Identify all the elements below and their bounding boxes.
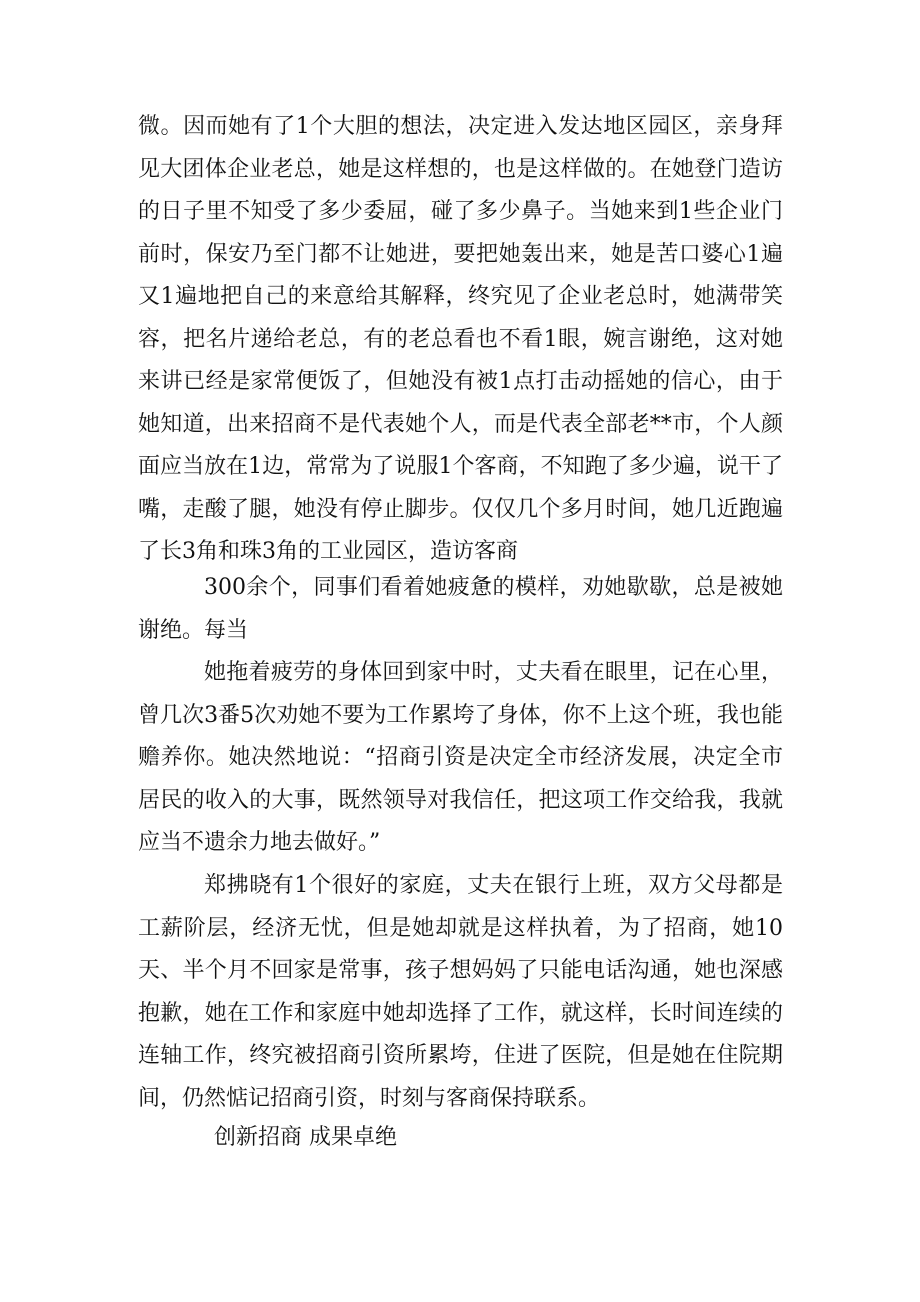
section-heading: 创新招商 成果卓绝 [214, 1125, 397, 1150]
paragraph-1: 微。因而她有了1个大胆的想法，决定进入发达地区园区，亲身拜见大团体企业老总，她是这样想的，也是这样做的。在她登门造访的日子里不知受了多少委屈，碰了多少鼻子。当她来到1些企业门前时，保安乃至门都不让她进，要把她轰出来，她是苦口婆心1遍又1遍地把自己的来意给其解释，终究见了企业老总时，她满带笑容，把名片递给老总，有的老总看也不看1眼，婉言谢绝，这对她来讲已经是家常便饭了，但她没有被1点打击动摇她的信心，由于她知道，出来招商不是代表她个人，而是代表全部老**市，个人颜面应当放在1边，常常为了说服1个客商，不知跑了多少遍，说干了嘴，走酸了腿，她没有停止脚步。仅仅几个多月时间，她几近跑遍了长3角和珠3角的工业园区，造访客商 [138, 114, 783, 564]
paragraph-2: 300余个，同事们看着她疲惫的模样，劝她歇歇，总是被她谢绝。每当 [138, 575, 783, 643]
paragraph-3: 她拖着疲劳的身体回到家中时，丈夫看在眼里，记在心里，曾几次3番5次劝她不要为工作累垮了身体，你不上这个班，我也能赡养你。她决然地说：“招商引资是决定全市经济发展，决定全市居民的收入的大事，既然领导对我信任，把这项工作交给我，我就应当不遗余力地去做好。” [138, 660, 783, 855]
paragraph-4: 郑拂晓有1个很好的家庭，丈夫在银行上班，双方父母都是工薪阶层，经济无忧，但是她却就是这样执着，为了招商，她10天、半个月不回家是常事，孩子想妈妈了只能电话沟通，她也深感抱歉，她在工作和家庭中她却选择了工作，就这样，长时间连续的连轴工作，终究被招商引资所累垮，住进了医院，但是她在住院期间，仍然惦记招商引资，时刻与客商保持联系。 [138, 873, 783, 1111]
